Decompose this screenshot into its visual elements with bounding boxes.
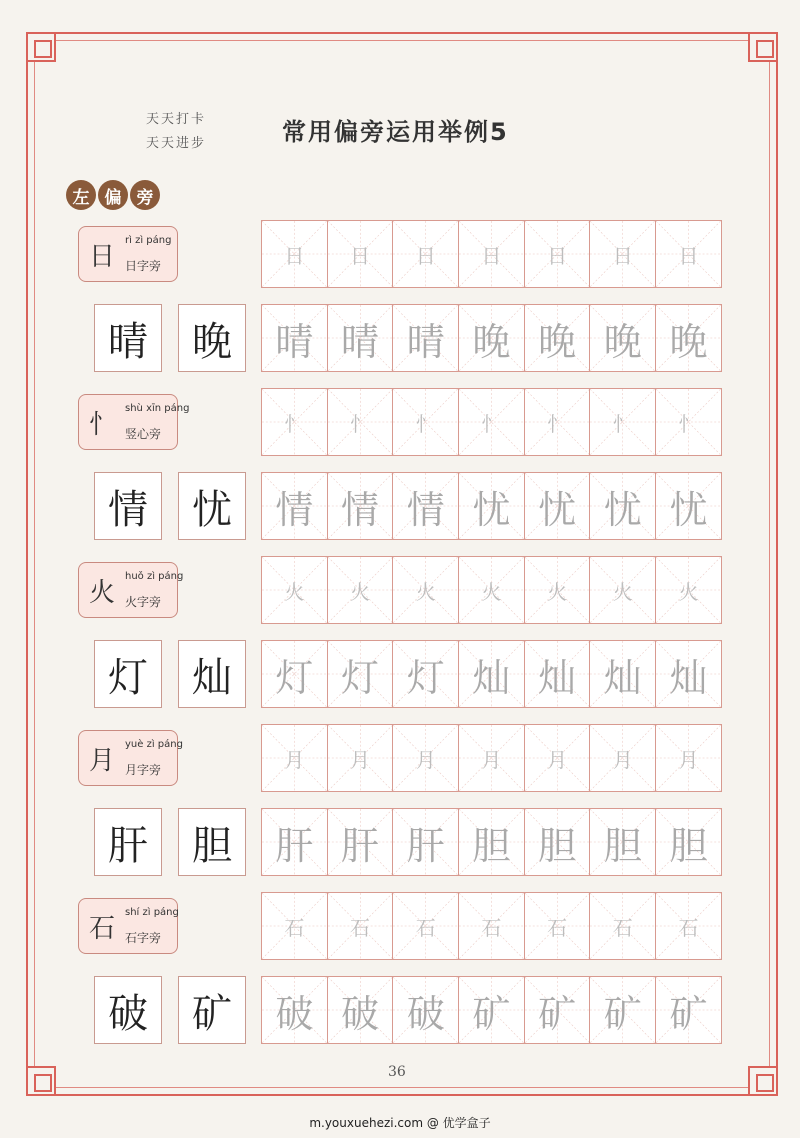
example-char-box: 晚 [178,304,246,372]
tracing-char: 灿 [603,655,642,700]
radical-card [78,394,190,450]
tracing-char: 月 [481,747,502,772]
tracing-char: 月 [284,747,305,772]
radical-pinyin: huǒ zì páng [125,571,184,582]
tracing-cell[interactable] [589,304,656,372]
tracing-char: 忄 [481,411,502,436]
tracing-cell[interactable] [392,640,459,708]
tracing-char: 灿 [669,655,708,700]
tracing-cell[interactable] [524,724,591,792]
tracing-cell[interactable] [524,808,591,876]
radical-card [78,562,184,618]
tracing-char: 石 [678,915,699,940]
tracing-cell[interactable] [261,976,328,1044]
tracing-cell[interactable] [655,388,722,456]
tracing-char: 火 [678,579,699,604]
example-char-box: 晴 [94,304,162,372]
char-tracing-row [262,304,729,372]
tracing-char: 情 [341,487,380,532]
example-char-box: 肝 [94,808,162,876]
tracing-cell[interactable] [589,556,656,624]
tracing-char: 灿 [538,655,577,700]
tracing-char: 忄 [612,411,633,436]
tracing-cell[interactable] [458,724,525,792]
tracing-char: 胆 [669,823,708,868]
corner-ornament-top-right [748,32,778,62]
tracing-char: 胆 [538,823,577,868]
char-tracing-row [262,472,729,540]
tracing-cell[interactable] [261,220,328,288]
tracing-cell[interactable] [655,556,722,624]
tracing-cell[interactable] [458,640,525,708]
example-char-box: 灯 [94,640,162,708]
tracing-char: 晴 [275,319,314,364]
tracing-cell[interactable] [655,976,722,1044]
tracing-char: 灯 [341,655,380,700]
tracing-char: 月 [612,747,633,772]
tracing-cell[interactable] [327,808,394,876]
motto-line-1: 天天打卡 [146,112,207,127]
tracing-cell[interactable] [327,556,394,624]
tracing-char: 月 [547,747,568,772]
radical-tracing-row [262,892,729,960]
example-char-box: 胆 [178,808,246,876]
tracing-cell[interactable] [589,724,656,792]
tracing-cell[interactable] [524,304,591,372]
radical-card [78,730,183,786]
tracing-char: 日 [415,243,436,268]
tracing-cell[interactable] [261,472,328,540]
tracing-char: 晴 [341,319,380,364]
tracing-char: 石 [481,915,502,940]
tracing-cell[interactable] [524,388,591,456]
example-char-box: 矿 [178,976,246,1044]
char-tracing-row [262,808,729,876]
tracing-cell[interactable] [392,304,459,372]
tracing-char: 情 [275,487,314,532]
tracing-cell[interactable] [589,472,656,540]
radical-tracing-row [262,388,729,456]
tracing-cell[interactable] [589,220,656,288]
radical-glyph: 月 [83,737,121,779]
tracing-cell[interactable] [392,808,459,876]
tracing-cell[interactable] [458,220,525,288]
tracing-cell[interactable] [392,220,459,288]
section-badge-char: 旁 [130,180,160,210]
tracing-cell[interactable] [327,892,394,960]
tracing-char: 月 [350,747,371,772]
tracing-char: 肝 [341,823,380,868]
tracing-char: 忄 [284,411,305,436]
tracing-char: 灯 [406,655,445,700]
tracing-char: 火 [350,579,371,604]
tracing-cell[interactable] [261,304,328,372]
tracing-cell[interactable] [524,892,591,960]
tracing-cell[interactable] [458,808,525,876]
tracing-cell[interactable] [655,304,722,372]
tracing-cell[interactable] [655,640,722,708]
tracing-cell[interactable] [392,892,459,960]
tracing-cell[interactable] [524,976,591,1044]
tracing-char: 石 [612,915,633,940]
char-tracing-row [262,976,729,1044]
tracing-cell[interactable] [589,892,656,960]
corner-ornament-top-left [26,32,56,62]
radical-glyph: 日 [83,233,121,275]
tracing-char: 石 [547,915,568,940]
tracing-cell[interactable] [327,724,394,792]
corner-ornament-bottom-left [26,1066,56,1096]
tracing-char: 矿 [603,991,642,1036]
radical-card [78,898,178,954]
tracing-char: 日 [547,243,568,268]
tracing-char: 火 [415,579,436,604]
tracing-char: 火 [612,579,633,604]
tracing-char: 晚 [669,319,708,364]
tracing-cell[interactable] [655,724,722,792]
tracing-cell[interactable] [392,724,459,792]
radical-card [78,226,178,282]
tracing-char: 破 [275,991,314,1036]
tracing-char: 火 [547,579,568,604]
tracing-cell[interactable] [261,556,328,624]
tracing-cell[interactable] [655,472,722,540]
tracing-cell[interactable] [327,220,394,288]
tracing-cell[interactable] [261,892,328,960]
tracing-cell[interactable] [261,808,328,876]
example-char-box: 破 [94,976,162,1044]
tracing-cell[interactable] [589,388,656,456]
tracing-cell[interactable] [655,892,722,960]
tracing-char: 日 [481,243,502,268]
tracing-char: 日 [350,243,371,268]
tracing-char: 月 [415,747,436,772]
tracing-cell[interactable] [261,388,328,456]
tracing-cell[interactable] [392,388,459,456]
tracing-cell[interactable] [458,556,525,624]
tracing-char: 晴 [406,319,445,364]
tracing-char: 胆 [603,823,642,868]
tracing-char: 石 [284,915,305,940]
watermark-text: m.youxuehezi.com @ 优学盒子 [309,1116,491,1130]
tracing-cell[interactable] [524,640,591,708]
tracing-char: 日 [284,243,305,268]
tracing-cell[interactable] [458,976,525,1044]
tracing-char: 忧 [669,487,708,532]
corner-ornament-bottom-right [748,1066,778,1096]
tracing-char: 肝 [275,823,314,868]
radical-glyph: 火 [83,569,121,611]
radical-name: 日字旁 [125,259,162,273]
tracing-cell[interactable] [327,976,394,1044]
example-char-box: 灿 [178,640,246,708]
tracing-cell[interactable] [327,640,394,708]
tracing-cell[interactable] [392,472,459,540]
radical-tracing-row [262,724,729,792]
tracing-char: 忧 [472,487,511,532]
tracing-cell[interactable] [327,472,394,540]
tracing-char: 忄 [678,411,699,436]
tracing-cell[interactable] [261,640,328,708]
tracing-char: 矿 [472,991,511,1036]
section-badge-char: 偏 [98,180,128,210]
tracing-char: 火 [481,579,502,604]
tracing-char: 石 [350,915,371,940]
tracing-cell[interactable] [524,220,591,288]
tracing-cell[interactable] [458,388,525,456]
tracing-cell[interactable] [392,556,459,624]
radical-tracing-row [262,220,729,288]
tracing-cell[interactable] [327,304,394,372]
tracing-char: 灯 [275,655,314,700]
radical-glyph: 石 [83,905,121,947]
radical-pinyin: shù xīn páng [125,403,190,414]
tracing-cell[interactable] [524,472,591,540]
section-badge [66,180,160,210]
tracing-char: 月 [678,747,699,772]
page-number: 36 [388,1064,406,1080]
tracing-cell[interactable] [655,220,722,288]
tracing-char: 忄 [547,411,568,436]
tracing-char: 日 [678,243,699,268]
tracing-char: 石 [415,915,436,940]
tracing-cell[interactable] [392,976,459,1044]
tracing-char: 火 [284,579,305,604]
radical-name: 竖心旁 [125,427,162,441]
tracing-cell[interactable] [261,724,328,792]
char-tracing-row [262,640,729,708]
radical-pinyin: yuè zì páng [125,739,183,750]
radical-name: 月字旁 [125,763,162,777]
tracing-cell[interactable] [524,556,591,624]
example-char-box: 忧 [178,472,246,540]
tracing-char: 肝 [406,823,445,868]
tracing-cell[interactable] [655,808,722,876]
tracing-char: 灿 [472,655,511,700]
example-char-box: 情 [94,472,162,540]
radical-tracing-row [262,556,729,624]
tracing-cell[interactable] [458,472,525,540]
radical-name: 火字旁 [125,595,162,609]
tracing-char: 忧 [603,487,642,532]
tracing-char: 矿 [669,991,708,1036]
tracing-cell[interactable] [589,976,656,1044]
tracing-cell[interactable] [589,640,656,708]
tracing-cell[interactable] [589,808,656,876]
tracing-char: 矿 [538,991,577,1036]
tracing-cell[interactable] [327,388,394,456]
tracing-cell[interactable] [458,892,525,960]
tracing-char: 晚 [538,319,577,364]
tracing-char: 忄 [350,411,371,436]
tracing-char: 晚 [603,319,642,364]
tracing-char: 忄 [415,411,436,436]
page-title: 常用偏旁运用举例5 [282,118,509,146]
section-badge-char: 左 [66,180,96,210]
tracing-char: 晚 [472,319,511,364]
tracing-char: 情 [406,487,445,532]
radical-pinyin: shí zì páng [125,907,179,918]
tracing-char: 胆 [472,823,511,868]
radical-pinyin: rì zì páng [125,235,172,246]
tracing-cell[interactable] [458,304,525,372]
tracing-char: 破 [341,991,380,1036]
tracing-char: 日 [612,243,633,268]
tracing-char: 破 [406,991,445,1036]
radical-name: 石字旁 [125,931,162,945]
tracing-char: 忧 [538,487,577,532]
motto-line-2: 天天进步 [146,136,207,151]
radical-glyph: 忄 [83,401,121,443]
